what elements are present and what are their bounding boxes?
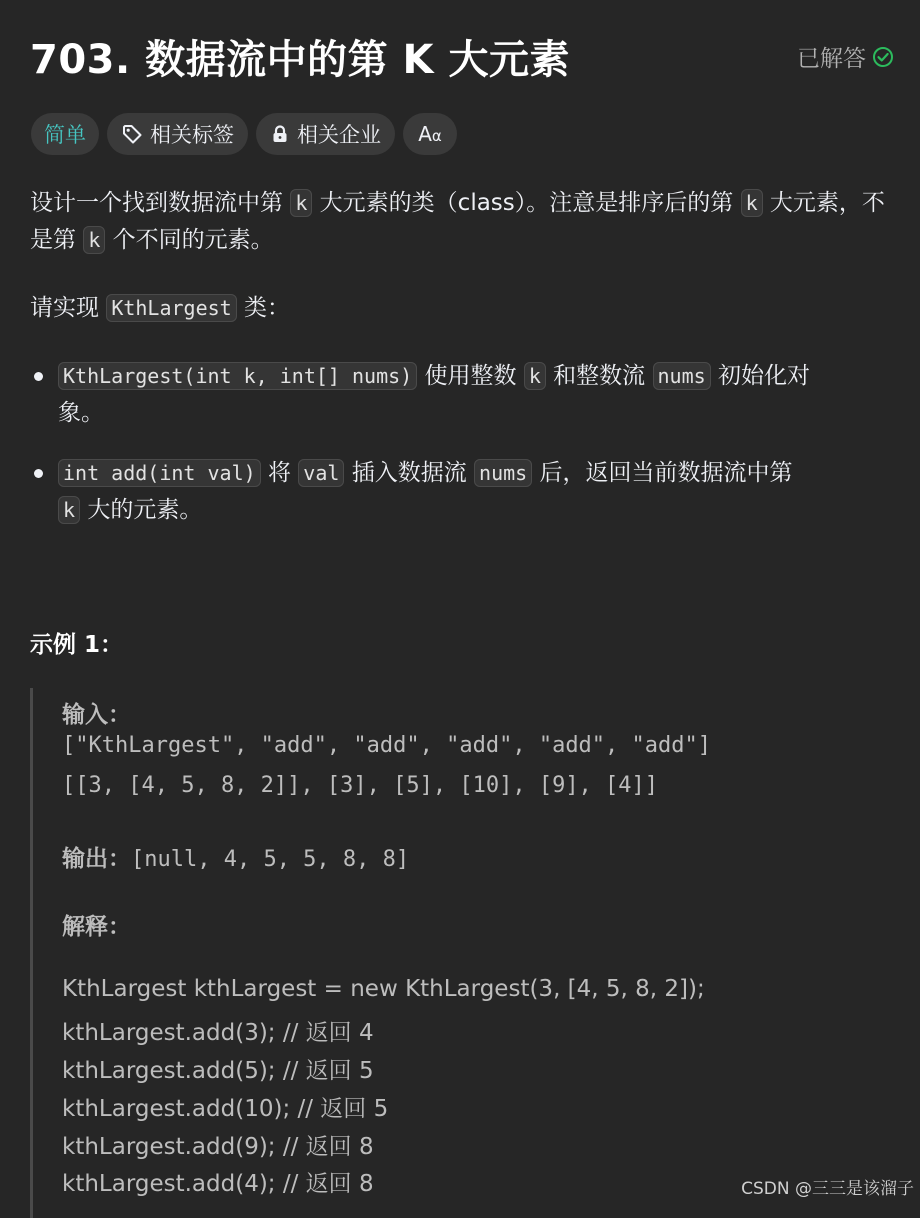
companies-label: 相关企业 bbox=[297, 123, 381, 147]
inline-code: k bbox=[58, 496, 80, 524]
text: 请实现 bbox=[30, 295, 107, 321]
example-title: 示例 1： bbox=[30, 632, 124, 658]
explain-line: kthLargest.add(10); // 返回 5 bbox=[62, 1096, 389, 1122]
topics-button[interactable] bbox=[107, 113, 248, 155]
companies-button[interactable] bbox=[256, 113, 395, 155]
list-item bbox=[30, 455, 870, 529]
text: 使用整数 bbox=[417, 363, 524, 389]
text: 和整数流 bbox=[545, 363, 653, 389]
output-row bbox=[62, 840, 409, 873]
bullet-dot bbox=[34, 372, 43, 381]
inline-code: k bbox=[741, 189, 763, 217]
lock-icon bbox=[270, 124, 290, 144]
text: 大元素的类（class）。注意是排序后的第 bbox=[312, 190, 741, 216]
list-item bbox=[30, 358, 870, 432]
text: 大元素，不是第 bbox=[30, 190, 885, 253]
check-circle-icon bbox=[872, 46, 894, 68]
inline-code: KthLargest bbox=[106, 294, 236, 322]
inline-code: int add(int val) bbox=[58, 459, 261, 487]
text: 插入数据流 bbox=[344, 460, 475, 486]
inline-code: val bbox=[298, 459, 344, 487]
inline-code: k bbox=[290, 189, 312, 217]
input-line: ["KthLargest", "add", "add", "add", "add", "add"] bbox=[62, 733, 712, 758]
problem-description bbox=[30, 185, 892, 259]
text: 类： bbox=[236, 295, 291, 321]
text: 象。 bbox=[58, 400, 104, 426]
translate-button[interactable] bbox=[403, 113, 457, 155]
implement-paragraph bbox=[30, 290, 290, 327]
watermark: CSDN @三三是该溜子 bbox=[741, 1179, 914, 1199]
output-label: 输出： bbox=[62, 846, 131, 872]
inline-code: KthLargest(int k, int[] nums) bbox=[58, 362, 417, 390]
topics-label: 相关标签 bbox=[150, 123, 234, 147]
list-item-text bbox=[58, 455, 870, 529]
explain-line: kthLargest.add(9); // 返回 8 bbox=[62, 1134, 374, 1160]
example-block bbox=[30, 688, 903, 1218]
explain-line: kthLargest.add(4); // 返回 8 bbox=[62, 1171, 374, 1197]
problem-title: 703. 数据流中的第 K 大元素 bbox=[30, 37, 570, 83]
text: 初始化对 bbox=[710, 363, 810, 389]
translate-glyph-b: α bbox=[431, 127, 442, 145]
inline-code: k bbox=[83, 226, 105, 254]
solved-status bbox=[797, 40, 894, 73]
inline-code: nums bbox=[474, 459, 532, 487]
inline-code: nums bbox=[653, 362, 711, 390]
text: 大的元素。 bbox=[80, 497, 203, 523]
text: 个不同的元素。 bbox=[105, 227, 274, 253]
inline-code: k bbox=[524, 362, 546, 390]
solved-label: 已解答 bbox=[797, 46, 866, 72]
tag-bar bbox=[31, 113, 457, 155]
explain-line: kthLargest.add(5); // 返回 5 bbox=[62, 1058, 374, 1084]
translate-glyph-a: A bbox=[418, 122, 432, 146]
explain-line: kthLargest.add(3); // 返回 4 bbox=[62, 1020, 374, 1046]
list-item-text bbox=[58, 358, 870, 432]
translate-icon bbox=[418, 122, 442, 146]
input-label: 输入： bbox=[62, 702, 131, 728]
text: 设计一个找到数据流中第 bbox=[30, 190, 291, 216]
explain-line: KthLargest kthLargest = new KthLargest(3, [4, 5, 8, 2]); bbox=[62, 976, 705, 1002]
text: 后，返回当前数据流中第 bbox=[532, 460, 793, 486]
bullet-dot bbox=[34, 469, 43, 478]
explain-label: 解释： bbox=[62, 914, 131, 940]
description-paragraph bbox=[30, 185, 892, 259]
text: 将 bbox=[260, 460, 299, 486]
output-value: [null, 4, 5, 5, 8, 8] bbox=[131, 847, 410, 872]
tag-icon bbox=[121, 123, 143, 145]
difficulty-badge[interactable]: 简单 bbox=[31, 113, 99, 155]
input-line: [[3, [4, 5, 8, 2]], [3], [5], [10], [9], [4]] bbox=[62, 773, 659, 798]
